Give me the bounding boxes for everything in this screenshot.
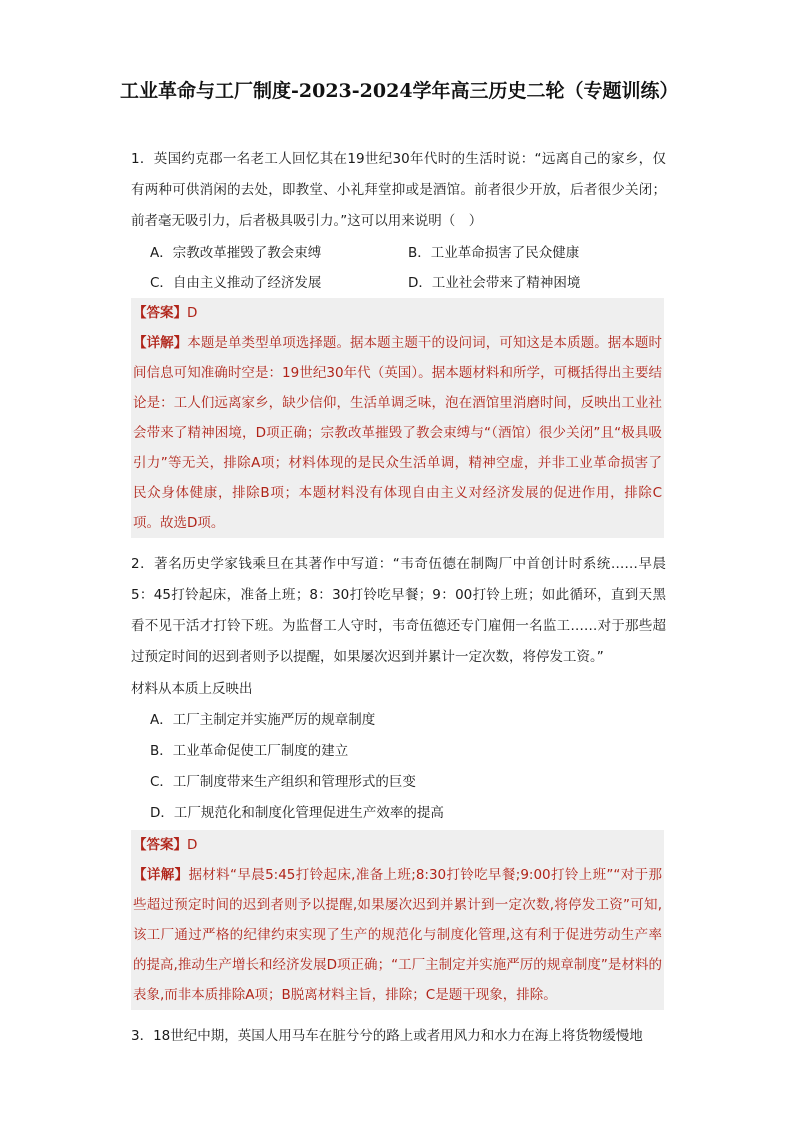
question-1-option-a: A．宗教改革摧毁了教会束缚 bbox=[150, 245, 322, 261]
question-1-option-b: B．工业革命损害了民众健康 bbox=[408, 245, 580, 261]
question-1-answer-block bbox=[131, 298, 664, 538]
question-1-answer bbox=[131, 298, 664, 328]
question-2-option-d: D．工厂规范化和制度化管理促进生产效率的提高 bbox=[150, 805, 444, 821]
answer-tag: 【答案】 bbox=[133, 305, 187, 321]
question-2-option-b: B．工业革命促使工厂制度的建立 bbox=[150, 743, 349, 759]
question-1-detail bbox=[131, 328, 664, 538]
answer-tag: 【答案】 bbox=[133, 837, 187, 853]
detail-tag: 【详解】 bbox=[133, 335, 188, 351]
question-1-stem: 1．英国约克郡一名老工人回忆其在19世纪30年代时的生活时说：“远离自己的家乡，仅有两种可供消闲的去处，即教堂、小礼拜堂抑或是酒馆。前者很少开放，后者很少关闭；前者毫无吸引力，后者极具吸引力。”这可以用来说明（ ） bbox=[131, 151, 666, 229]
detail-text: 本题是单类型单项选择题。据本题主题干的设问词，可知这是本质题。据本题时间信息可知准确时空是：19世纪30年代（英国）。据本题材料和所学，可概括得出主要结论是：工人们远离家乡，缺少信仰，生活单调乏味，泡在酒馆里消磨时间，反映出工业社会带来了精神困境，D项正确；宗教改革摧毁了教会束缚与“（酒馆）很少关闭”且“极具吸引力”等无关，排除A项；材料体现的是民众生活单调，精神空虚，并非工业革命损害了民众身体健康，排除B项；本题材料没有体现自由主义对经济发展的促进作用，排除C项。故选D项。 bbox=[133, 335, 663, 531]
question-2-stem: 2．著名历史学家钱乘旦在其著作中写道：“韦奇伍德在制陶厂中首创计时系统……早晨5：45打铃起床，准备上班；8：30打铃吃早餐；9：00打铃上班；如此循环，直到天黑看不见干活才打铃下班。为监督工人守时，韦奇伍德还专门雇佣一名监工……对于那些超过预定时间的迟到者则予以提醒，如果屡次迟到并累计一定次数，将停发工资。” bbox=[131, 556, 666, 665]
detail-text: 据材料“早晨5:45打铃起床,准备上班;8:30打铃吃早餐;9:00打铃上班”“对于那些超过预定时间的迟到者则予以提醒,如果屡次迟到并累计到一定次数,将停发工资”可知,该工厂通过严格的纪律约束实现了生产的规范化与制度化管理,这有利于促进劳动生产率的提高,推动生产增长和经济发展D项正确；“工厂主制定并实施严厉的规章制度”是材料的表象,而非本质排除A项；B脱离材料主旨，排除；C是题干现象，排除。 bbox=[133, 867, 662, 1003]
question-2-detail bbox=[131, 860, 664, 1010]
answer-value: D bbox=[187, 837, 198, 853]
question-2-prompt: 材料从本质上反映出 bbox=[131, 681, 253, 697]
question-2-answer bbox=[131, 830, 664, 860]
detail-tag: 【详解】 bbox=[133, 867, 189, 883]
question-1-option-d: D．工业社会带来了精神困境 bbox=[408, 275, 581, 291]
question-1-option-c: C．自由主义推动了经济发展 bbox=[150, 275, 322, 291]
document-title: 工业革命与工厂制度-2023-2024学年高三历史二轮（专题训练） bbox=[120, 80, 679, 102]
question-2-option-c: C．工厂制度带来生产组织和管理形式的巨变 bbox=[150, 774, 416, 790]
question-2-answer-block bbox=[131, 830, 664, 1010]
question-2-options bbox=[150, 705, 670, 829]
answer-value: D bbox=[187, 305, 198, 321]
question-2-option-a: A．工厂主制定并实施严厉的规章制度 bbox=[150, 712, 376, 728]
question-1-options bbox=[150, 238, 670, 298]
question-3-stem: 3．18世纪中期，英国人用马车在脏兮兮的路上或者用风力和水力在海上将货物缓慢地 bbox=[131, 1028, 643, 1044]
